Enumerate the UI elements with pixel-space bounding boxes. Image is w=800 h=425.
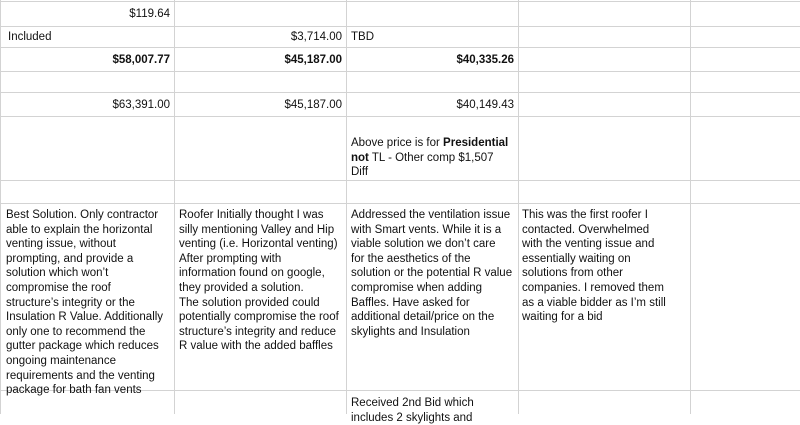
note-line: Insulation R Value. Additionally bbox=[6, 311, 164, 324]
note-line: prompting, and provide a bbox=[6, 252, 134, 265]
note-line: viable solution we don’t care bbox=[351, 238, 496, 251]
cell-notes[interactable] bbox=[6, 208, 163, 398]
note-line: as a viable bidder as I’m still bbox=[522, 296, 666, 309]
note-line: with the venting issue and bbox=[522, 238, 655, 251]
cell-amount[interactable]: $63,391.00 bbox=[112, 99, 170, 111]
note-line: Received 2nd Bid which bbox=[351, 397, 474, 409]
grid-line bbox=[0, 203, 800, 204]
note-line: includes 2 skylights and bbox=[351, 411, 473, 424]
note-line: package for bath fan vents bbox=[6, 384, 142, 397]
note-text: Above price is for bbox=[351, 137, 444, 149]
note-line: R value with the added baffles bbox=[179, 340, 333, 353]
note-line: potentially compromise the roof bbox=[179, 311, 339, 324]
cell-label[interactable]: Included bbox=[8, 31, 52, 43]
note-line bbox=[351, 151, 508, 166]
grid-line bbox=[0, 26, 800, 27]
note-line: Addressed the ventilation issue bbox=[351, 209, 511, 221]
grid-line bbox=[0, 92, 800, 93]
grid-line bbox=[0, 71, 800, 72]
cell-notes[interactable] bbox=[351, 396, 474, 425]
note-text: TL - Other comp $1,507 bbox=[368, 151, 494, 164]
note-line: skylights and Insulation bbox=[351, 325, 470, 338]
cell-amount[interactable]: $45,187.00 bbox=[284, 99, 342, 111]
note-line: with Smart vents. While it is a bbox=[351, 223, 502, 236]
note-line: compromise when adding bbox=[351, 281, 483, 294]
note-line: solution which won’t bbox=[6, 267, 109, 280]
cell-total[interactable]: $45,187.00 bbox=[284, 54, 342, 66]
note-line: Roofer Initially thought I was bbox=[179, 209, 324, 221]
note-line: structure’s integrity or the bbox=[6, 296, 135, 309]
note-line: After prompting with bbox=[179, 252, 282, 265]
note-line: Baffles. Have asked for bbox=[351, 296, 470, 309]
note-line: Best Solution. Only contractor bbox=[6, 209, 159, 221]
cell-total[interactable]: $40,335.26 bbox=[456, 54, 514, 66]
note-line: solution or the potential R value bbox=[351, 267, 513, 280]
cell-price-note[interactable] bbox=[351, 136, 508, 180]
note-line: for the aesthetics of the bbox=[351, 252, 471, 265]
note-line: structure’s integrity and reduce bbox=[179, 325, 337, 338]
note-line bbox=[351, 165, 508, 180]
grid-line bbox=[346, 0, 347, 414]
note-line: waiting for a bid bbox=[522, 311, 603, 324]
note-line: only one to recommend the bbox=[6, 325, 146, 338]
note-line: they provided a solution. bbox=[179, 281, 304, 294]
note-line: essentially waiting on bbox=[522, 252, 631, 265]
note-line: solutions from other bbox=[522, 267, 623, 280]
grid-line bbox=[0, 1, 800, 2]
note-line: venting (i.e. Horizontal venting) bbox=[179, 238, 338, 251]
note-line: contacted. Overwhelmed bbox=[522, 223, 650, 236]
note-line bbox=[351, 136, 508, 151]
grid-line bbox=[0, 47, 800, 48]
grid-line bbox=[174, 0, 175, 414]
cell-amount[interactable]: $3,714.00 bbox=[290, 31, 342, 43]
cell-status[interactable]: TBD bbox=[351, 31, 374, 43]
cell-total[interactable]: $58,007.77 bbox=[112, 54, 170, 66]
note-line: able to explain the horizontal bbox=[6, 223, 153, 236]
grid-line bbox=[0, 180, 800, 181]
note-line: The solution provided could bbox=[179, 296, 320, 309]
grid-line bbox=[518, 0, 519, 414]
note-line: additional detail/price on the bbox=[351, 311, 495, 324]
grid-line bbox=[690, 0, 691, 414]
note-line: information found on google, bbox=[179, 267, 325, 280]
note-line: requirements and the venting bbox=[6, 369, 155, 382]
cell-notes[interactable] bbox=[179, 208, 339, 354]
note-text-bold: Presidential bbox=[443, 137, 509, 149]
note-line: compromise the roof bbox=[6, 281, 111, 294]
note-line: silly mentioning Valley and Hip bbox=[179, 223, 335, 236]
cell-notes[interactable] bbox=[522, 208, 666, 325]
note-text-bold: not bbox=[351, 151, 369, 164]
note-line: companies. I removed them bbox=[522, 281, 664, 294]
note-line: venting issue, without bbox=[6, 238, 116, 251]
grid-line bbox=[0, 116, 800, 117]
note-line: gutter package which reduces bbox=[6, 340, 159, 353]
note-text: Diff bbox=[351, 166, 369, 179]
cell-notes[interactable] bbox=[351, 208, 512, 339]
cell-amount[interactable]: $119.64 bbox=[129, 8, 170, 20]
note-line: ongoing maintenance bbox=[6, 354, 116, 367]
cell-amount[interactable]: $40,149.43 bbox=[456, 99, 514, 111]
note-line: This was the first roofer I bbox=[522, 209, 648, 221]
